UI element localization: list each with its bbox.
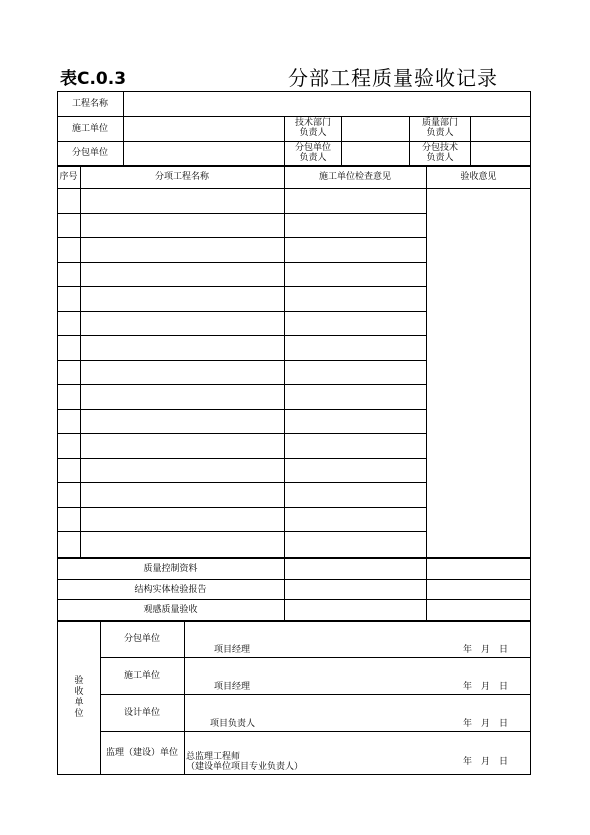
- item-row-divider: [57, 262, 426, 263]
- item-row-divider: [57, 311, 426, 312]
- row-divider: [100, 731, 531, 732]
- sub-unit-head-label: 分包单位: [294, 143, 331, 153]
- row-divider: [100, 694, 531, 695]
- subcontract-unit-label: 分包单位: [71, 148, 108, 158]
- item-row-divider: [57, 286, 426, 287]
- sign-date: 年 月 日: [463, 645, 509, 655]
- sign-unit-subcontract: 分包单位: [123, 634, 160, 644]
- tech-dept-label: 技术部门: [294, 118, 331, 128]
- col-divider: [426, 165, 427, 620]
- item-row-divider: [57, 409, 426, 410]
- row-divider: [100, 657, 531, 658]
- sign-unit-design: 设计单位: [123, 708, 160, 718]
- col-divider: [284, 165, 285, 620]
- row-divider: [57, 557, 531, 559]
- quality-control-label: 质量控制资料: [143, 564, 198, 574]
- sign-date: 年 月 日: [463, 719, 509, 729]
- item-row-divider: [57, 482, 426, 483]
- sign-date: 年 月 日: [463, 757, 509, 767]
- item-row-divider: [57, 360, 426, 361]
- item-row-divider: [57, 433, 426, 434]
- item-row-divider: [57, 507, 426, 508]
- page-title: 分部工程质量验收记录: [288, 66, 498, 90]
- col-divider: [470, 116, 471, 165]
- col-header-no: 序号: [59, 172, 78, 182]
- row-divider: [57, 165, 531, 167]
- row-divider: [57, 599, 531, 600]
- sign-role: 总监理工程师: [186, 752, 241, 762]
- sign-role: 项目负责人: [210, 719, 256, 729]
- appearance-label: 观感质量验收: [143, 605, 198, 615]
- sub-tech-head-label: 分包技术: [421, 143, 458, 153]
- item-row-divider: [57, 458, 426, 459]
- row-divider: [57, 141, 531, 142]
- col-divider: [123, 91, 124, 165]
- col-divider: [184, 620, 185, 775]
- row-divider: [57, 116, 531, 117]
- col-divider: [80, 165, 81, 557]
- structure-report-label: 结构实体检验报告: [134, 585, 207, 595]
- col-header-opinion: 施工单位检查意见: [318, 172, 391, 182]
- item-row-divider: [57, 531, 426, 532]
- item-row-divider: [57, 384, 426, 385]
- sign-role: 项目经理: [214, 645, 251, 655]
- row-divider: [57, 188, 531, 189]
- sign-role: 项目经理: [214, 682, 251, 692]
- col-divider: [341, 116, 342, 165]
- col-header-item: 分项工程名称: [154, 172, 209, 182]
- sign-unit-construction: 施工单位: [123, 671, 160, 681]
- col-header-accept: 验收意见: [460, 172, 497, 182]
- sub-tech-head-label: 负责人: [426, 153, 454, 163]
- sign-role-note: （建设单位项目专业负责人）: [186, 762, 304, 772]
- quality-dept-label: 负责人: [426, 128, 454, 138]
- sub-unit-head-label: 负责人: [299, 153, 327, 163]
- sign-unit-supervision: 监理（建设）单位: [105, 748, 178, 758]
- tech-dept-label: 负责人: [299, 128, 327, 138]
- sign-date: 年 月 日: [463, 682, 509, 692]
- row-divider: [57, 620, 531, 622]
- construction-unit-label: 施工单位: [71, 124, 108, 134]
- item-row-divider: [57, 213, 426, 214]
- quality-dept-label: 质量部门: [421, 118, 458, 128]
- item-row-divider: [57, 335, 426, 336]
- row-divider: [57, 579, 531, 580]
- item-row-divider: [57, 237, 426, 238]
- project-name-label: 工程名称: [71, 99, 108, 109]
- acceptance-units-label: 验收单位: [74, 676, 84, 719]
- form-code: 表C.0.3: [60, 69, 127, 89]
